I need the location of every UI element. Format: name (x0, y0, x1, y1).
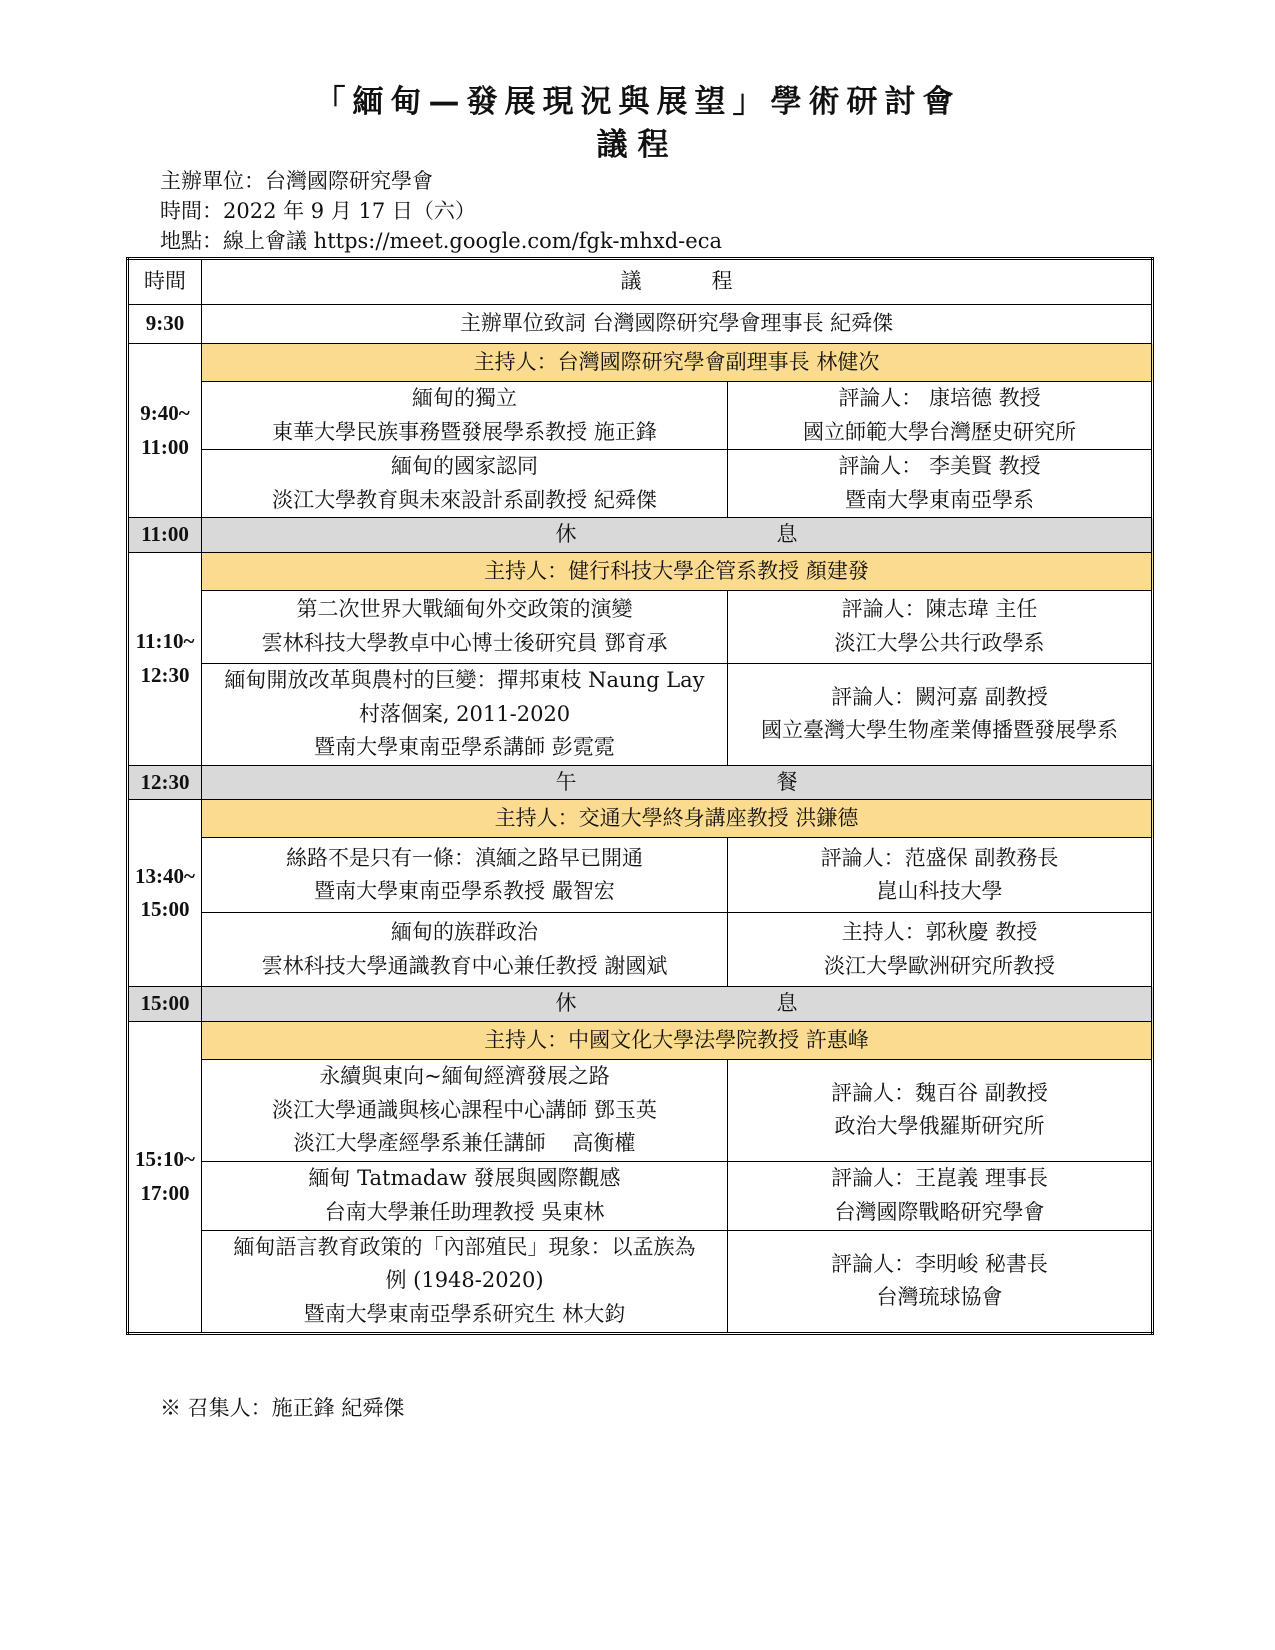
session4-time: 15:10~ 17:00 (128, 1021, 202, 1333)
session4-host-row (128, 1021, 1153, 1059)
session3-host: 主持人：交通大學終身講座教授 洪鎌德 (202, 800, 1153, 838)
break2-row (128, 987, 1153, 1022)
venue-line: 地點：線上會議 https://meet.google.com/fgk-mhxd-eca (160, 229, 722, 253)
table-row (128, 663, 1153, 765)
paper-cell: 絲路不是只有一條：滇緬之路早已開通 暨南大學東南亞學系教授 嚴智宏 (202, 838, 728, 913)
opening-time: 9:30 (128, 305, 202, 344)
paper-cell: 緬甸 Tatmadaw 發展與國際觀感 台南大學兼任助理教授 吳東林 (202, 1161, 728, 1230)
agenda-table (126, 257, 1154, 1335)
lunch-row (128, 765, 1153, 800)
paper-cell: 第二次世界大戰緬甸外交政策的演變 雲林科技大學教卓中心博士後研究員 鄧育承 (202, 590, 728, 663)
session1-host-row (128, 344, 1153, 382)
break1-row (128, 518, 1153, 553)
session1-host: 主持人：台灣國際研究學會副理事長 林健次 (202, 344, 1153, 382)
discussant-cell: 評論人： 康培德 教授 國立師範大學台灣歷史研究所 (728, 382, 1153, 450)
discussant-cell: 評論人：闕河嘉 副教授 國立臺灣大學生物產業傳播暨發展學系 (728, 663, 1153, 765)
session3-time: 13:40~ 15:00 (128, 800, 202, 987)
discussant-cell: 主持人：郭秋慶 教授 淡江大學歐洲研究所教授 (728, 913, 1153, 987)
opening-row (128, 305, 1153, 344)
break1-label: 休 息 (202, 518, 1153, 553)
discussant-cell: 評論人：王崑義 理事長 台灣國際戰略研究學會 (728, 1161, 1153, 1230)
document-subtitle: 議程 (596, 127, 679, 163)
lunch-label: 午 餐 (202, 765, 1153, 800)
break1-time: 11:00 (128, 518, 202, 553)
table-row (128, 450, 1153, 518)
date-line: 時間：2022 年 9 月 17 日（六） (160, 199, 476, 223)
break2-label: 休 息 (202, 987, 1153, 1022)
session4-host: 主持人：中國文化大學法學院教授 許惠峰 (202, 1021, 1153, 1059)
discussant-cell: 評論人：范盛保 副教務長 崑山科技大學 (728, 838, 1153, 913)
paper-cell: 緬甸的族群政治 雲林科技大學通識教育中心兼任教授 謝國斌 (202, 913, 728, 987)
header-agenda: 議 程 (202, 259, 1153, 305)
discussant-cell: 評論人：魏百谷 副教授 政治大學俄羅斯研究所 (728, 1059, 1153, 1161)
paper-cell: 緬甸語言教育政策的「內部殖民」現象：以孟族為 例 (1948-2020) 暨南大學東南亞學系研究生 林大鈞 (202, 1230, 728, 1333)
paper-cell: 緬甸的獨立 東華大學民族事務暨發展學系教授 施正鋒 (202, 382, 728, 450)
header-time: 時間 (128, 259, 202, 305)
session2-host-row (128, 552, 1153, 590)
table-row (128, 913, 1153, 987)
discussant-cell: 評論人：李明峻 秘書長 台灣琉球協會 (728, 1230, 1153, 1333)
table-row (128, 1059, 1153, 1161)
paper-cell: 緬甸的國家認同 淡江大學教育與未來設計系副教授 紀舜傑 (202, 450, 728, 518)
convener-note: ※ 召集人：施正鋒 紀舜傑 (160, 1396, 405, 1420)
document-title: 「緬甸—發展現況與展望」學術研討會 (314, 84, 961, 120)
session2-host: 主持人：健行科技大學企管系教授 顏建發 (202, 552, 1153, 590)
session1-time: 9:40~ 11:00 (128, 344, 202, 518)
table-row (128, 1230, 1153, 1333)
organizer-line: 主辦單位：台灣國際研究學會 (160, 169, 433, 193)
session2-time: 11:10~ 12:30 (128, 552, 202, 765)
table-row (128, 382, 1153, 450)
table-row (128, 590, 1153, 663)
table-header-row (128, 259, 1153, 305)
discussant-cell: 評論人：陳志瑋 主任 淡江大學公共行政學系 (728, 590, 1153, 663)
discussant-cell: 評論人： 李美賢 教授 暨南大學東南亞學系 (728, 450, 1153, 518)
session3-host-row (128, 800, 1153, 838)
lunch-time: 12:30 (128, 765, 202, 800)
table-row (128, 1161, 1153, 1230)
paper-cell: 緬甸開放改革與農村的巨變：撣邦東枝 Naung Lay 村落個案, 2011-2020 暨南大學東南亞學系講師 彭霓霓 (202, 663, 728, 765)
opening-text: 主辦單位致詞 台灣國際研究學會理事長 紀舜傑 (202, 305, 1153, 344)
table-row (128, 838, 1153, 913)
break2-time: 15:00 (128, 987, 202, 1022)
paper-cell: 永續與東向~緬甸經濟發展之路 淡江大學通識與核心課程中心講師 鄧玉英 淡江大學產經學系兼任講師 高衡權 (202, 1059, 728, 1161)
